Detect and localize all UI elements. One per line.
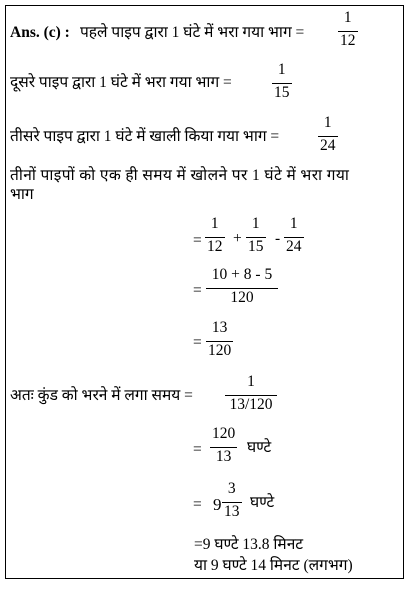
fraction-denominator: 120 [208,342,232,359]
second-pipe-fraction [272,61,292,102]
final-answer-approx: या 9 घण्टे 14 मिनट (लगभग) [194,557,353,574]
all-pipes-text-cont: भाग [10,186,34,203]
fraction-denominator: 13 [210,447,237,466]
mixed-whole: 9 [213,495,222,514]
fraction-denominator: 24 [286,238,302,255]
first-pipe-text: पहले पाइप द्वारा 1 घंटे में भरा गया भाग = [80,24,305,41]
fraction-numerator: 1 [247,373,255,390]
hours-fraction [210,425,237,466]
plus-sign: + [233,230,242,247]
fraction-denominator: 24 [320,137,336,154]
hours-unit: घण्टे [250,494,275,511]
fraction-denominator: 13/120 [225,395,277,414]
hours-unit: घण्टे [247,439,272,456]
answer-label: Ans. (c) : [10,24,70,41]
fraction-numerator: 3 [227,480,236,497]
second-pipe-text: दूसरे पाइप द्वारा 1 घंटे में भरा गया भाग = [10,74,232,91]
fraction-denominator: 15 [248,238,264,255]
fraction-numerator: 120 [212,425,236,442]
result-fraction [225,373,277,414]
fraction-denominator: 13 [224,503,240,520]
fraction-numerator: 1 [277,61,286,78]
all-pipes-text: तीनों पाइपों को एक ही समय में खोलने पर 1 घंटे में भरा गया [10,167,350,184]
fraction-numerator: 1 [289,215,298,232]
fraction-denominator: 15 [274,84,290,101]
fraction-numerator: 10 + 8 - 5 [211,266,273,283]
first-pipe-fraction [338,9,358,50]
step1-fraction-c [284,215,304,256]
final-answer: =9 घण्टे 13.8 मिनट [194,536,304,553]
step2-fraction [206,266,278,307]
third-pipe-text: तीसरे पाइप द्वारा 1 घंटे में खाली किया गया भाग = [10,128,280,145]
fraction-numerator: 1 [251,215,260,232]
step3-fraction [206,319,233,360]
fraction-numerator: 1 [323,114,332,131]
equals-sign: = [193,441,202,458]
equals-sign: = [193,496,202,513]
equals-sign: = [193,334,202,351]
fraction-numerator: 13 [211,319,228,336]
fraction-numerator: 1 [343,9,352,26]
mixed-fraction [222,480,242,521]
third-pipe-fraction [318,114,338,155]
fraction-denominator: 12 [207,238,223,255]
fraction-denominator: 120 [206,288,278,307]
fraction-numerator: 1 [210,215,219,232]
step1-fraction-a [205,215,225,256]
equals-sign: = [193,232,202,249]
minus-sign: - [275,230,281,247]
result-text: अतः कुंड को भरने में लगा समय = [10,387,193,404]
equals-sign: = [193,282,202,299]
step1-fraction-b [246,215,266,256]
fraction-denominator: 12 [340,32,356,49]
